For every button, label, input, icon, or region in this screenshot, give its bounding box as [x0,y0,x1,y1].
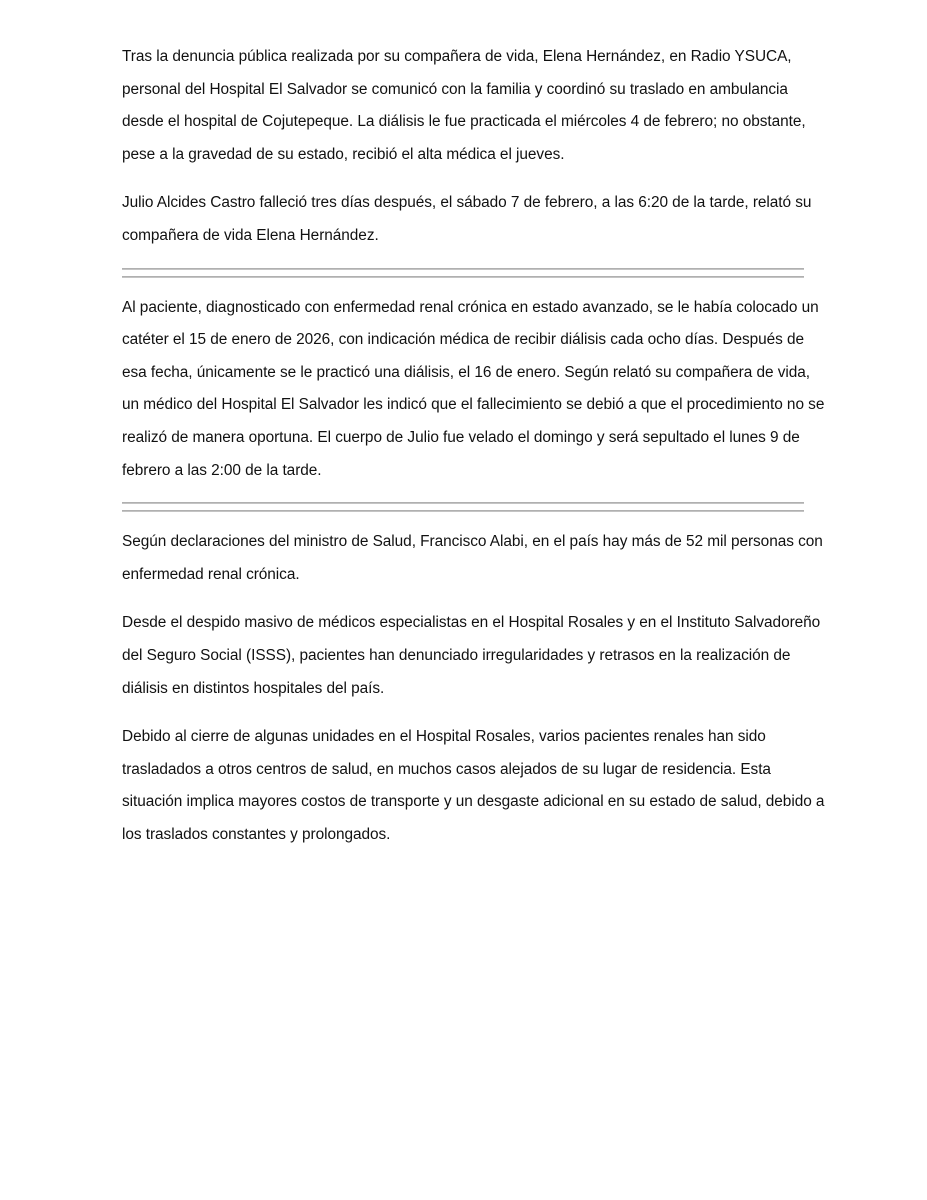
paragraph-diagnosis [122,292,825,488]
paragraph-transfer [122,41,812,171]
text-line: desde el hospital de Cojutepeque. La diálisis le fue practicada el miércoles 4 de febrero; no obstante, [122,113,806,131]
text-line: Al paciente, diagnosticado con enfermedad renal crónica en estado avanzado, se le había colocado un [122,298,819,316]
paragraph-closures [122,721,825,851]
text-line: personal del Hospital El Salvador se comunicó con la familia y coordinó su traslado en ambulancia [122,80,788,98]
text-line: un médico del Hospital El Salvador les indicó que el fallecimiento se debió a que el procedimiento no se [122,396,825,414]
paragraph-gap [122,253,812,268]
text-line: del Seguro Social (ISSS), pacientes han denunciado irregularidades y retrasos en la realización de [122,646,791,664]
paragraph-minister [122,526,823,591]
text-line: situación implica mayores costos de transporte y un desgaste adicional en su estado de salud, debido a [122,793,825,811]
divider-line [122,276,804,278]
paragraph-dismissals [122,607,821,705]
paragraph-gap [122,591,812,607]
text-line: pese a la gravedad de su estado, recibió el alta médica el jueves. [122,145,565,163]
text-line: enfermedad renal crónica. [122,565,300,583]
paragraph-death [122,187,812,252]
text-line: realizó de manera oportuna. El cuerpo de Julio fue velado el domingo y será sepultado el lunes 9 de [122,428,800,446]
text-line: los traslados constantes y prolongados. [122,825,391,843]
text-line: Julio Alcides Castro falleció tres días después, el sábado 7 de febrero, a las 6:20 de la tarde, relató su [122,194,812,212]
section-divider [122,502,804,512]
section-divider [122,268,804,278]
divider-line [122,268,804,270]
paragraph-gap [122,512,812,526]
divider-line [122,502,804,504]
paragraph-gap [122,487,812,502]
paragraph-gap [122,705,812,721]
text-line: compañera de vida Elena Hernández. [122,226,379,244]
paragraph-gap [122,278,812,292]
text-line: Tras la denuncia pública realizada por su compañera de vida, Elena Hernández, en Radio YSUCA, [122,48,792,65]
text-line: Debido al cierre de algunas unidades en el Hospital Rosales, varios pacientes renales han sido [122,728,766,746]
divider-line [122,510,804,512]
text-line: Desde el despido masivo de médicos especialistas en el Hospital Rosales y en el Instituto Salvadoreño [122,614,821,632]
text-line: febrero a las 2:00 de la tarde. [122,461,322,479]
text-line: Según declaraciones del ministro de Salud, Francisco Alabi, en el país hay más de 52 mil personas con [122,533,823,551]
text-line: esa fecha, únicamente se le practicó una diálisis, el 16 de enero. Según relató su compañera de vida, [122,363,810,381]
text-line: trasladados a otros centros de salud, en muchos casos alejados de su lugar de residencia. Esta [122,760,771,778]
paragraph-gap [122,171,812,187]
article-body [122,41,825,851]
text-line: catéter el 15 de enero de 2026, con indicación médica de recibir diálisis cada ocho días. Después de [122,331,805,349]
text-line: diálisis en distintos hospitales del país. [122,679,385,697]
